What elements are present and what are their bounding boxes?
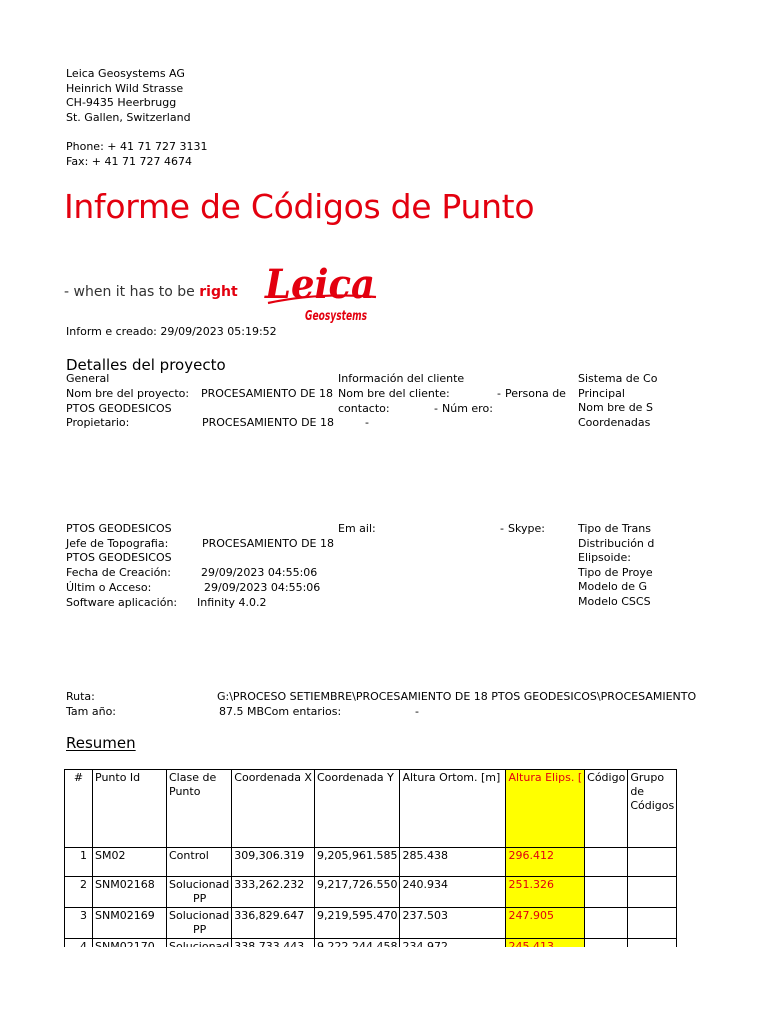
slogan-emphasis: right	[199, 284, 238, 300]
email-value: -	[500, 522, 504, 535]
company-fax: Fax: + 41 71 727 4674	[66, 155, 192, 168]
access-label: Últim o Acceso:	[66, 581, 152, 594]
cell-grupo	[628, 877, 677, 908]
col-header: Código	[585, 770, 628, 848]
cell-x: 336,829.647	[232, 908, 315, 939]
topo-cont: PTOS GEODESICOS	[66, 551, 172, 564]
owner-cont: PTOS GEODESICOS	[66, 522, 172, 535]
clase-line: Control	[169, 849, 209, 862]
software-value: Infinity 4.0.2	[197, 596, 267, 609]
size-label: Tam año:	[66, 705, 116, 718]
logo-wordmark: Leica	[264, 261, 375, 308]
project-name-label: Nom bre del proyecto:	[66, 387, 190, 400]
client-name-value: -	[497, 387, 501, 400]
cell-id: SNM02168	[93, 877, 167, 908]
created-value: 29/09/2023 04:55:06	[201, 566, 318, 579]
size-value: 87.5 MB	[219, 705, 265, 718]
slogan	[64, 284, 238, 300]
owner-label: Propietario:	[66, 416, 130, 429]
cell-y: 9,205,961.585	[314, 848, 399, 877]
cell-elips: 251.326	[506, 877, 585, 908]
software-label: Software aplicación:	[66, 596, 178, 609]
col-header: #	[65, 770, 93, 848]
details-heading: Detalles del proyecto	[66, 356, 226, 374]
contact-prefix: Persona de	[505, 387, 566, 400]
cell-codigo	[585, 877, 628, 908]
clase-line: Solucionad	[169, 878, 230, 891]
owner-value: PROCESAMIENTO DE 18	[202, 416, 334, 429]
table-header-row	[65, 770, 677, 848]
cell-grupo	[628, 908, 677, 939]
address-line: Leica Geosystems AG	[66, 67, 185, 80]
contact-label: contacto:	[338, 402, 390, 415]
coord-line: Distribución d	[578, 536, 655, 550]
summary-table	[64, 769, 677, 968]
col-header: Altura Ortom. [m]	[400, 770, 506, 848]
created-label: Fecha de Creación:	[66, 566, 171, 579]
cell-ortom: 285.438	[400, 848, 506, 877]
comments-value: -	[415, 705, 419, 718]
cell-clase	[167, 848, 232, 877]
col-header: Altura Elips. [	[506, 770, 585, 848]
coord-line: Tipo de Trans	[578, 522, 651, 535]
number-value: -	[365, 416, 369, 429]
path-label: Ruta:	[66, 690, 95, 703]
cell-grupo	[628, 848, 677, 877]
client-header: Información del cliente	[338, 372, 465, 385]
cell-ortom: 237.503	[400, 908, 506, 939]
cell-codigo	[585, 848, 628, 877]
report-created: Inform e creado: 29/09/2023 05:19:52	[66, 325, 277, 338]
client-name-label: Nom bre del cliente:	[338, 387, 450, 400]
path-value: G:\PROCESO SETIEMBRE\PROCESAMIENTO DE 18 PTOS GEODESICOS\PROCESAMIENTO	[217, 690, 697, 703]
cell-ortom: 240.934	[400, 877, 506, 908]
table-row	[65, 877, 677, 908]
slogan-prefix: - when it has to be	[64, 284, 195, 300]
table-row	[65, 908, 677, 939]
company-address	[66, 67, 191, 125]
topo-label: Jefe de Topografia:	[66, 537, 169, 550]
project-name-value: PROCESAMIENTO DE 18	[201, 387, 333, 400]
coord-line: Tipo de Proye	[578, 565, 653, 579]
table-row	[65, 848, 677, 877]
address-line: CH-9435 Heerbrugg	[66, 96, 177, 110]
skype-label: Skype:	[508, 522, 545, 535]
cell-elips: 296.412	[506, 848, 585, 877]
cell-y: 9,219,595.470	[314, 908, 399, 939]
cell-n: 1	[65, 848, 93, 877]
report-title: Informe de Códigos de Punto	[64, 187, 535, 226]
cell-id: SM02	[93, 848, 167, 877]
cell-y: 9,217,726.550	[314, 877, 399, 908]
coord-system-top	[578, 372, 658, 430]
leica-logo	[262, 256, 380, 324]
cell-n: 2	[65, 877, 93, 908]
project-name-cont: PTOS GEODESICOS	[66, 402, 172, 415]
cell-clase	[167, 908, 232, 939]
access-value: 29/09/2023 04:55:06	[204, 581, 321, 594]
cell-elips: 247.905	[506, 908, 585, 939]
address-line: Heinrich Wild Strasse	[66, 81, 184, 95]
col-header: Punto Id	[93, 770, 167, 848]
email-label: Em ail:	[338, 522, 376, 535]
address-line: St. Gallen, Switzerland	[66, 110, 191, 124]
coord-line: Coordenadas	[578, 415, 651, 429]
coord-line: Nom bre de S	[578, 401, 653, 415]
cell-x: 309,306.319	[232, 848, 315, 877]
coord-line: Principal	[578, 386, 625, 400]
summary-heading: Resumen	[66, 734, 136, 752]
cell-x: 333,262.232	[232, 877, 315, 908]
clase-line2: PP	[193, 923, 207, 936]
cell-n: 3	[65, 908, 93, 939]
clase-line2: PP	[193, 892, 207, 905]
clase-line: Solucionad	[169, 909, 230, 922]
company-phone: Phone: + 41 71 727 3131	[66, 140, 208, 153]
coord-line: Elipsoide:	[578, 551, 632, 565]
col-header: Grupo de Códigos	[628, 770, 677, 848]
logo-subtitle: Geosystems	[305, 309, 368, 324]
general-header: General	[66, 372, 110, 385]
cell-codigo	[585, 908, 628, 939]
coord-line: Modelo CSCS	[578, 594, 651, 608]
number-label: Núm ero:	[442, 402, 493, 415]
col-header: Coordenada Y	[314, 770, 399, 848]
col-header: Coordenada X	[232, 770, 315, 848]
coord-line: Modelo de G	[578, 580, 648, 594]
contact-value: -	[434, 402, 438, 415]
coord-system-bottom	[578, 522, 655, 610]
cell-clase	[167, 877, 232, 908]
comments-label: Com entarios:	[264, 705, 342, 718]
coord-system-header: Sistema de Co	[578, 372, 658, 385]
cell-id: SNM02169	[93, 908, 167, 939]
col-header: Clase de Punto	[167, 770, 232, 848]
topo-value: PROCESAMIENTO DE 18	[202, 537, 334, 550]
page-cutoff	[0, 947, 768, 1024]
